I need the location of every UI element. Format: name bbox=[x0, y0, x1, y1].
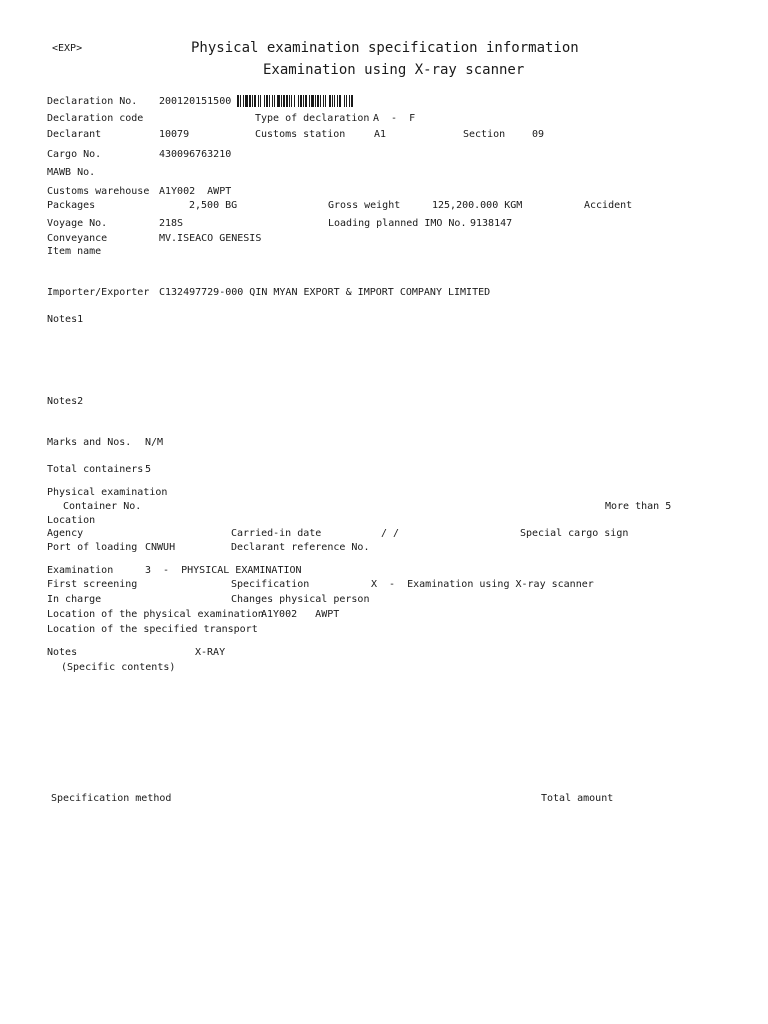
customs-warehouse-label: Customs warehouse bbox=[47, 186, 150, 197]
notes-value: X-RAY bbox=[195, 647, 226, 658]
in-charge-label: In charge bbox=[47, 594, 102, 605]
special-cargo-sign-label: Special cargo sign bbox=[520, 528, 629, 539]
loading-imo-value: 9138147 bbox=[470, 218, 513, 229]
specification-method-label: Specification method bbox=[51, 793, 172, 804]
marks-and-nos-label: Marks and Nos. bbox=[47, 437, 132, 448]
examination-value: 3 - PHYSICAL EXAMINATION bbox=[145, 565, 302, 576]
voyage-no-value: 218S bbox=[159, 218, 184, 229]
carried-in-date-label: Carried-in date bbox=[231, 528, 322, 539]
declaration-no-value: 200120151500 bbox=[159, 96, 232, 107]
declaration-code-label: Declaration code bbox=[47, 113, 144, 124]
port-of-loading-value: CNWUH bbox=[145, 542, 176, 553]
container-no-label: Container No. bbox=[63, 501, 142, 512]
declarant-value: 10079 bbox=[159, 129, 190, 140]
section-value: 09 bbox=[532, 129, 545, 140]
type-of-declaration-value: A - F bbox=[373, 113, 416, 124]
first-screening-label: First screening bbox=[47, 579, 138, 590]
accident-label: Accident bbox=[584, 200, 633, 211]
importer-exporter-value: C132497729-000 QIN MYAN EXPORT & IMPORT COMPANY LIMITED bbox=[159, 287, 491, 298]
customs-station-value: A1 bbox=[374, 129, 387, 140]
cargo-no-label: Cargo No. bbox=[47, 149, 102, 160]
changes-physical-person-label: Changes physical person bbox=[231, 594, 370, 605]
agency-label: Agency bbox=[47, 528, 84, 539]
page-title: Physical examination specification information bbox=[191, 40, 579, 56]
port-of-loading-label: Port of loading bbox=[47, 542, 138, 553]
total-amount-label: Total amount bbox=[541, 793, 614, 804]
importer-exporter-label: Importer/Exporter bbox=[47, 287, 150, 298]
packages-label: Packages bbox=[47, 200, 96, 211]
location-exam-label: Location of the physical examination bbox=[47, 609, 264, 620]
total-containers-value: 5 bbox=[145, 464, 152, 475]
more-than-label: More than 5 bbox=[605, 501, 672, 512]
carried-in-date-value: / / bbox=[381, 528, 400, 539]
loading-imo-label: Loading planned IMO No. bbox=[328, 218, 467, 229]
location-label: Location bbox=[47, 515, 96, 526]
item-name-label: Item name bbox=[47, 246, 102, 257]
declarant-label: Declarant bbox=[47, 129, 102, 140]
location-exam-value: A1Y002 AWPT bbox=[261, 609, 340, 620]
section-label: Section bbox=[463, 129, 506, 140]
notes-label: Notes bbox=[47, 647, 78, 658]
conveyance-label: Conveyance bbox=[47, 233, 108, 244]
location-transport-label: Location of the specified transport bbox=[47, 624, 258, 635]
specific-contents-label: (Specific contents) bbox=[61, 662, 176, 673]
declaration-no-label: Declaration No. bbox=[47, 96, 138, 107]
specification-label: Specification bbox=[231, 579, 310, 590]
barcode-icon bbox=[237, 95, 399, 107]
packages-value: 2,500 BG bbox=[189, 200, 238, 211]
physical-exam-heading: Physical examination bbox=[47, 487, 168, 498]
conveyance-value: MV.ISEACO GENESIS bbox=[159, 233, 262, 244]
notes2-label: Notes2 bbox=[47, 396, 84, 407]
gross-weight-label: Gross weight bbox=[328, 200, 401, 211]
examination-label: Examination bbox=[47, 565, 114, 576]
page-subtitle: Examination using X-ray scanner bbox=[263, 62, 525, 78]
mawb-no-label: MAWB No. bbox=[47, 167, 96, 178]
type-of-declaration-label: Type of declaration bbox=[255, 113, 370, 124]
customs-station-label: Customs station bbox=[255, 129, 346, 140]
specification-value: X - Examination using X-ray scanner bbox=[371, 579, 594, 590]
total-containers-label: Total containers bbox=[47, 464, 144, 475]
declarant-reference-label: Declarant reference No. bbox=[231, 542, 370, 553]
notes1-label: Notes1 bbox=[47, 314, 84, 325]
exp-tag: <EXP> bbox=[52, 43, 83, 54]
customs-warehouse-value: A1Y002 AWPT bbox=[159, 186, 232, 197]
gross-weight-value: 125,200.000 KGM bbox=[432, 200, 523, 211]
marks-and-nos-value: N/M bbox=[145, 437, 164, 448]
voyage-no-label: Voyage No. bbox=[47, 218, 108, 229]
cargo-no-value: 430096763210 bbox=[159, 149, 232, 160]
